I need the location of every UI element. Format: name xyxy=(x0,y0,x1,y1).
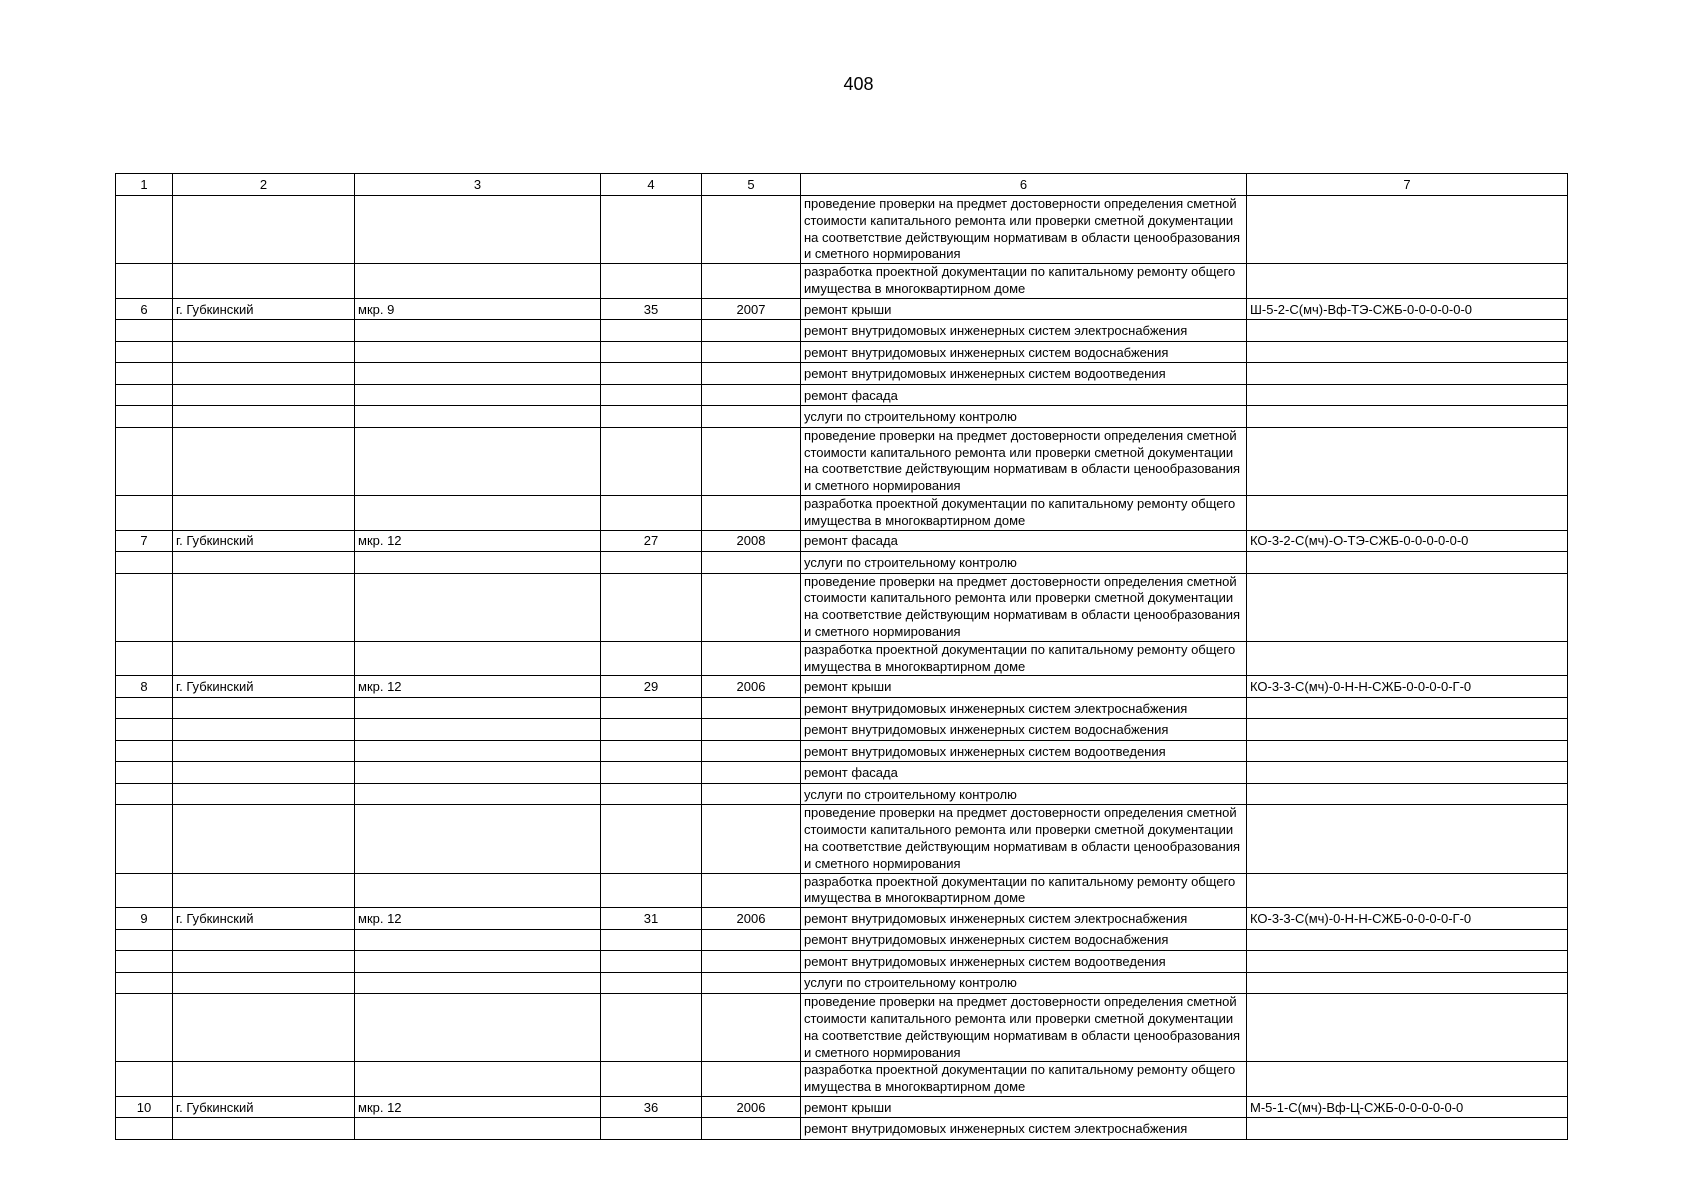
cell-col-district xyxy=(355,341,601,363)
cell-col-code: КО-3-3-С(мч)-0-Н-Н-СЖБ-0-0-0-0-Г-0 xyxy=(1247,676,1568,698)
cell-col-code xyxy=(1247,320,1568,342)
cell-col-city xyxy=(173,697,355,719)
cell-col-number: 9 xyxy=(116,908,173,930)
cell-col-code xyxy=(1247,196,1568,264)
cell-col-year xyxy=(702,641,801,676)
cell-col-code xyxy=(1247,1118,1568,1140)
table-row xyxy=(116,1096,1568,1118)
cell-col-district xyxy=(355,762,601,784)
cell-col-number xyxy=(116,495,173,530)
cell-col-code xyxy=(1247,427,1568,495)
cell-col-city xyxy=(173,320,355,342)
cell-col-year xyxy=(702,873,801,908)
cell-col-work-type: ремонт крыши xyxy=(801,298,1247,320)
cell-col-number xyxy=(116,320,173,342)
cell-col-house xyxy=(601,427,702,495)
cell-col-district xyxy=(355,406,601,428)
cell-col-work-type: разработка проектной документации по капитальному ремонту общего имущества в многоквартирном доме xyxy=(801,1062,1247,1097)
cell-col-work-type: разработка проектной документации по капитальному ремонту общего имущества в многоквартирном доме xyxy=(801,495,1247,530)
cell-col-work-type: проведение проверки на предмет достоверности определения сметной стоимости капитального ремонта или проверки сметной документации на соответствие действующим нормативам в области ценообразования и сметного нормирования xyxy=(801,573,1247,641)
cell-col-number xyxy=(116,697,173,719)
cell-col-year xyxy=(702,994,801,1062)
cell-col-city xyxy=(173,740,355,762)
cell-col-house xyxy=(601,929,702,951)
cell-col-year xyxy=(702,1118,801,1140)
cell-col-year: 2007 xyxy=(702,298,801,320)
header-col-number: 1 xyxy=(116,174,173,196)
cell-col-city xyxy=(173,972,355,994)
cell-col-work-type: ремонт внутридомовых инженерных систем электроснабжения xyxy=(801,908,1247,930)
cell-col-code xyxy=(1247,805,1568,873)
cell-col-code xyxy=(1247,552,1568,574)
cell-col-house xyxy=(601,697,702,719)
cell-col-work-type: разработка проектной документации по капитальному ремонту общего имущества в многоквартирном доме xyxy=(801,264,1247,299)
cell-col-year xyxy=(702,929,801,951)
cell-col-district xyxy=(355,951,601,973)
cell-col-work-type: ремонт внутридомовых инженерных систем водоотведения xyxy=(801,951,1247,973)
cell-col-year xyxy=(702,783,801,805)
cell-col-district xyxy=(355,1062,601,1097)
cell-col-work-type: ремонт крыши xyxy=(801,1096,1247,1118)
cell-col-number: 10 xyxy=(116,1096,173,1118)
cell-col-district xyxy=(355,573,601,641)
table-row xyxy=(116,298,1568,320)
cell-col-number xyxy=(116,1118,173,1140)
cell-col-number xyxy=(116,719,173,741)
cell-col-district xyxy=(355,427,601,495)
cell-col-house xyxy=(601,719,702,741)
cell-col-district xyxy=(355,495,601,530)
cell-col-year xyxy=(702,427,801,495)
cell-col-year: 2006 xyxy=(702,908,801,930)
cell-col-house xyxy=(601,264,702,299)
table-row xyxy=(116,740,1568,762)
cell-col-district xyxy=(355,929,601,951)
cell-col-house xyxy=(601,363,702,385)
cell-col-code xyxy=(1247,264,1568,299)
cell-col-code xyxy=(1247,719,1568,741)
cell-col-district xyxy=(355,320,601,342)
cell-col-district xyxy=(355,384,601,406)
cell-col-year xyxy=(702,805,801,873)
cell-col-number xyxy=(116,264,173,299)
table-row xyxy=(116,573,1568,641)
cell-col-district: мкр. 12 xyxy=(355,676,601,698)
cell-col-work-type: разработка проектной документации по капитальному ремонту общего имущества в многоквартирном доме xyxy=(801,641,1247,676)
table-row xyxy=(116,873,1568,908)
header-col-house: 4 xyxy=(601,174,702,196)
cell-col-code xyxy=(1247,341,1568,363)
cell-col-work-type: проведение проверки на предмет достоверности определения сметной стоимости капитального ремонта или проверки сметной документации на соответствие действующим нормативам в области ценообразования и сметного нормирования xyxy=(801,994,1247,1062)
cell-col-work-type: ремонт фасада xyxy=(801,762,1247,784)
cell-col-number xyxy=(116,951,173,973)
cell-col-house: 29 xyxy=(601,676,702,698)
cell-col-code xyxy=(1247,573,1568,641)
cell-col-city xyxy=(173,951,355,973)
cell-col-work-type: ремонт внутридомовых инженерных систем водоснабжения xyxy=(801,341,1247,363)
cell-col-year: 2006 xyxy=(702,676,801,698)
cell-col-year xyxy=(702,740,801,762)
cell-col-number xyxy=(116,994,173,1062)
cell-col-district xyxy=(355,873,601,908)
cell-col-year: 2008 xyxy=(702,530,801,552)
cell-col-city: г. Губкинский xyxy=(173,298,355,320)
cell-col-city xyxy=(173,573,355,641)
cell-col-district xyxy=(355,196,601,264)
table-row xyxy=(116,641,1568,676)
cell-col-number xyxy=(116,762,173,784)
cell-col-work-type: ремонт внутридомовых инженерных систем электроснабжения xyxy=(801,1118,1247,1140)
cell-col-house: 36 xyxy=(601,1096,702,1118)
cell-col-year xyxy=(702,1062,801,1097)
cell-col-district: мкр. 12 xyxy=(355,1096,601,1118)
cell-col-number xyxy=(116,406,173,428)
cell-col-district xyxy=(355,719,601,741)
header-col-code: 7 xyxy=(1247,174,1568,196)
cell-col-house xyxy=(601,384,702,406)
cell-col-house xyxy=(601,762,702,784)
table-row xyxy=(116,676,1568,698)
cell-col-code: Ш-5-2-С(мч)-Вф-ТЭ-СЖБ-0-0-0-0-0-0 xyxy=(1247,298,1568,320)
table-row xyxy=(116,384,1568,406)
cell-col-year xyxy=(702,320,801,342)
cell-col-code xyxy=(1247,495,1568,530)
cell-col-code xyxy=(1247,951,1568,973)
cell-col-district xyxy=(355,783,601,805)
cell-col-house: 27 xyxy=(601,530,702,552)
cell-col-city xyxy=(173,929,355,951)
cell-col-work-type: проведение проверки на предмет достоверности определения сметной стоимости капитального ремонта или проверки сметной документации на соответствие действующим нормативам в области ценообразования и сметного нормирования xyxy=(801,427,1247,495)
table-row xyxy=(116,427,1568,495)
cell-col-city xyxy=(173,495,355,530)
cell-col-district xyxy=(355,805,601,873)
page-number: 408 xyxy=(843,74,874,94)
cell-col-city: г. Губкинский xyxy=(173,530,355,552)
cell-col-code xyxy=(1247,697,1568,719)
cell-col-code xyxy=(1247,1062,1568,1097)
cell-col-year xyxy=(702,719,801,741)
cell-col-district: мкр. 9 xyxy=(355,298,601,320)
cell-col-number xyxy=(116,873,173,908)
cell-col-city: г. Губкинский xyxy=(173,1096,355,1118)
cell-col-district xyxy=(355,641,601,676)
cell-col-house xyxy=(601,873,702,908)
cell-col-house xyxy=(601,994,702,1062)
cell-col-code xyxy=(1247,762,1568,784)
cell-col-work-type: ремонт внутридомовых инженерных систем электроснабжения xyxy=(801,697,1247,719)
cell-col-city xyxy=(173,341,355,363)
table-row xyxy=(116,994,1568,1062)
cell-col-work-type: ремонт внутридомовых инженерных систем водоснабжения xyxy=(801,929,1247,951)
cell-col-city xyxy=(173,719,355,741)
cell-col-city xyxy=(173,762,355,784)
table-row xyxy=(116,972,1568,994)
cell-col-year xyxy=(702,264,801,299)
cell-col-district xyxy=(355,1118,601,1140)
cell-col-district xyxy=(355,264,601,299)
cell-col-house xyxy=(601,951,702,973)
cell-col-house xyxy=(601,495,702,530)
cell-col-code xyxy=(1247,783,1568,805)
cell-col-city xyxy=(173,783,355,805)
cell-col-number xyxy=(116,641,173,676)
cell-col-city xyxy=(173,406,355,428)
cell-col-work-type: ремонт внутридомовых инженерных систем водоснабжения xyxy=(801,719,1247,741)
cell-col-code xyxy=(1247,740,1568,762)
cell-col-work-type: ремонт крыши xyxy=(801,676,1247,698)
table-row xyxy=(116,196,1568,264)
cell-col-city xyxy=(173,552,355,574)
table-row xyxy=(116,1062,1568,1097)
cell-col-number xyxy=(116,427,173,495)
cell-col-district xyxy=(355,740,601,762)
table-row xyxy=(116,320,1568,342)
cell-col-city: г. Губкинский xyxy=(173,676,355,698)
cell-col-code xyxy=(1247,994,1568,1062)
cell-col-house xyxy=(601,341,702,363)
cell-col-year xyxy=(702,573,801,641)
cell-col-house xyxy=(601,783,702,805)
cell-col-code: КО-3-2-С(мч)-О-ТЭ-СЖБ-0-0-0-0-0-0 xyxy=(1247,530,1568,552)
cell-col-house: 31 xyxy=(601,908,702,930)
cell-col-work-type: проведение проверки на предмет достоверности определения сметной стоимости капитального ремонта или проверки сметной документации на соответствие действующим нормативам в области ценообразования и сметного нормирования xyxy=(801,805,1247,873)
table-row xyxy=(116,783,1568,805)
cell-col-city xyxy=(173,196,355,264)
cell-col-house xyxy=(601,805,702,873)
cell-col-work-type: услуги по строительному контролю xyxy=(801,783,1247,805)
cell-col-code xyxy=(1247,641,1568,676)
capital-repair-table xyxy=(115,173,1568,1140)
table-row xyxy=(116,697,1568,719)
cell-col-work-type: услуги по строительному контролю xyxy=(801,406,1247,428)
cell-col-year xyxy=(702,196,801,264)
cell-col-code xyxy=(1247,873,1568,908)
table-row xyxy=(116,1118,1568,1140)
cell-col-work-type: услуги по строительному контролю xyxy=(801,972,1247,994)
cell-col-number xyxy=(116,805,173,873)
cell-col-city xyxy=(173,805,355,873)
cell-col-number xyxy=(116,196,173,264)
cell-col-year xyxy=(702,341,801,363)
cell-col-city xyxy=(173,264,355,299)
cell-col-year xyxy=(702,762,801,784)
cell-col-year xyxy=(702,363,801,385)
cell-col-year xyxy=(702,406,801,428)
cell-col-district xyxy=(355,363,601,385)
cell-col-code xyxy=(1247,972,1568,994)
cell-col-city xyxy=(173,994,355,1062)
cell-col-number xyxy=(116,552,173,574)
cell-col-city xyxy=(173,1118,355,1140)
cell-col-work-type: ремонт фасада xyxy=(801,384,1247,406)
cell-col-number: 7 xyxy=(116,530,173,552)
cell-col-code: КО-3-3-С(мч)-0-Н-Н-СЖБ-0-0-0-0-Г-0 xyxy=(1247,908,1568,930)
table-row xyxy=(116,719,1568,741)
cell-col-house xyxy=(601,406,702,428)
cell-col-work-type: разработка проектной документации по капитальному ремонту общего имущества в многоквартирном доме xyxy=(801,873,1247,908)
cell-col-number xyxy=(116,384,173,406)
cell-col-district xyxy=(355,552,601,574)
cell-col-work-type: проведение проверки на предмет достоверности определения сметной стоимости капитального ремонта или проверки сметной документации на соответствие действующим нормативам в области ценообразования и сметного нормирования xyxy=(801,196,1247,264)
cell-col-house xyxy=(601,641,702,676)
cell-col-year xyxy=(702,552,801,574)
cell-col-year xyxy=(702,972,801,994)
cell-col-house xyxy=(601,1062,702,1097)
table-row xyxy=(116,929,1568,951)
cell-col-city: г. Губкинский xyxy=(173,908,355,930)
table-row xyxy=(116,264,1568,299)
cell-col-district xyxy=(355,697,601,719)
cell-col-house xyxy=(601,552,702,574)
table-row xyxy=(116,406,1568,428)
table-row xyxy=(116,363,1568,385)
cell-col-city xyxy=(173,873,355,908)
cell-col-year xyxy=(702,384,801,406)
cell-col-code xyxy=(1247,363,1568,385)
cell-col-city xyxy=(173,641,355,676)
table-row xyxy=(116,951,1568,973)
cell-col-city xyxy=(173,1062,355,1097)
cell-col-house xyxy=(601,196,702,264)
cell-col-district: мкр. 12 xyxy=(355,908,601,930)
cell-col-number: 6 xyxy=(116,298,173,320)
cell-col-district: мкр. 12 xyxy=(355,530,601,552)
cell-col-city xyxy=(173,427,355,495)
cell-col-number xyxy=(116,341,173,363)
header-col-year: 5 xyxy=(702,174,801,196)
table-row xyxy=(116,552,1568,574)
cell-col-house xyxy=(601,1118,702,1140)
cell-col-code xyxy=(1247,406,1568,428)
cell-col-number: 8 xyxy=(116,676,173,698)
cell-col-number xyxy=(116,929,173,951)
cell-col-work-type: ремонт внутридомовых инженерных систем электроснабжения xyxy=(801,320,1247,342)
cell-col-year: 2006 xyxy=(702,1096,801,1118)
cell-col-year xyxy=(702,495,801,530)
cell-col-house: 35 xyxy=(601,298,702,320)
cell-col-city xyxy=(173,384,355,406)
cell-col-work-type: услуги по строительному контролю xyxy=(801,552,1247,574)
cell-col-number xyxy=(116,740,173,762)
cell-col-city xyxy=(173,363,355,385)
cell-col-code: М-5-1-С(мч)-Вф-Ц-СЖБ-0-0-0-0-0-0 xyxy=(1247,1096,1568,1118)
cell-col-number xyxy=(116,972,173,994)
cell-col-work-type: ремонт внутридомовых инженерных систем водоотведения xyxy=(801,740,1247,762)
cell-col-number xyxy=(116,573,173,641)
table-row xyxy=(116,495,1568,530)
table-row xyxy=(116,341,1568,363)
cell-col-number xyxy=(116,363,173,385)
header-col-work-type: 6 xyxy=(801,174,1247,196)
cell-col-number xyxy=(116,783,173,805)
cell-col-house xyxy=(601,740,702,762)
cell-col-district xyxy=(355,972,601,994)
cell-col-year xyxy=(702,951,801,973)
header-col-district: 3 xyxy=(355,174,601,196)
cell-col-code xyxy=(1247,929,1568,951)
table-row xyxy=(116,530,1568,552)
cell-col-house xyxy=(601,320,702,342)
cell-col-year xyxy=(702,697,801,719)
cell-col-district xyxy=(355,994,601,1062)
header-row xyxy=(116,174,1568,196)
table-row xyxy=(116,908,1568,930)
header-col-city: 2 xyxy=(173,174,355,196)
cell-col-house xyxy=(601,573,702,641)
cell-col-house xyxy=(601,972,702,994)
cell-col-work-type: ремонт фасада xyxy=(801,530,1247,552)
table-row xyxy=(116,805,1568,873)
table-row xyxy=(116,762,1568,784)
cell-col-code xyxy=(1247,384,1568,406)
cell-col-work-type: ремонт внутридомовых инженерных систем водоотведения xyxy=(801,363,1247,385)
cell-col-number xyxy=(116,1062,173,1097)
